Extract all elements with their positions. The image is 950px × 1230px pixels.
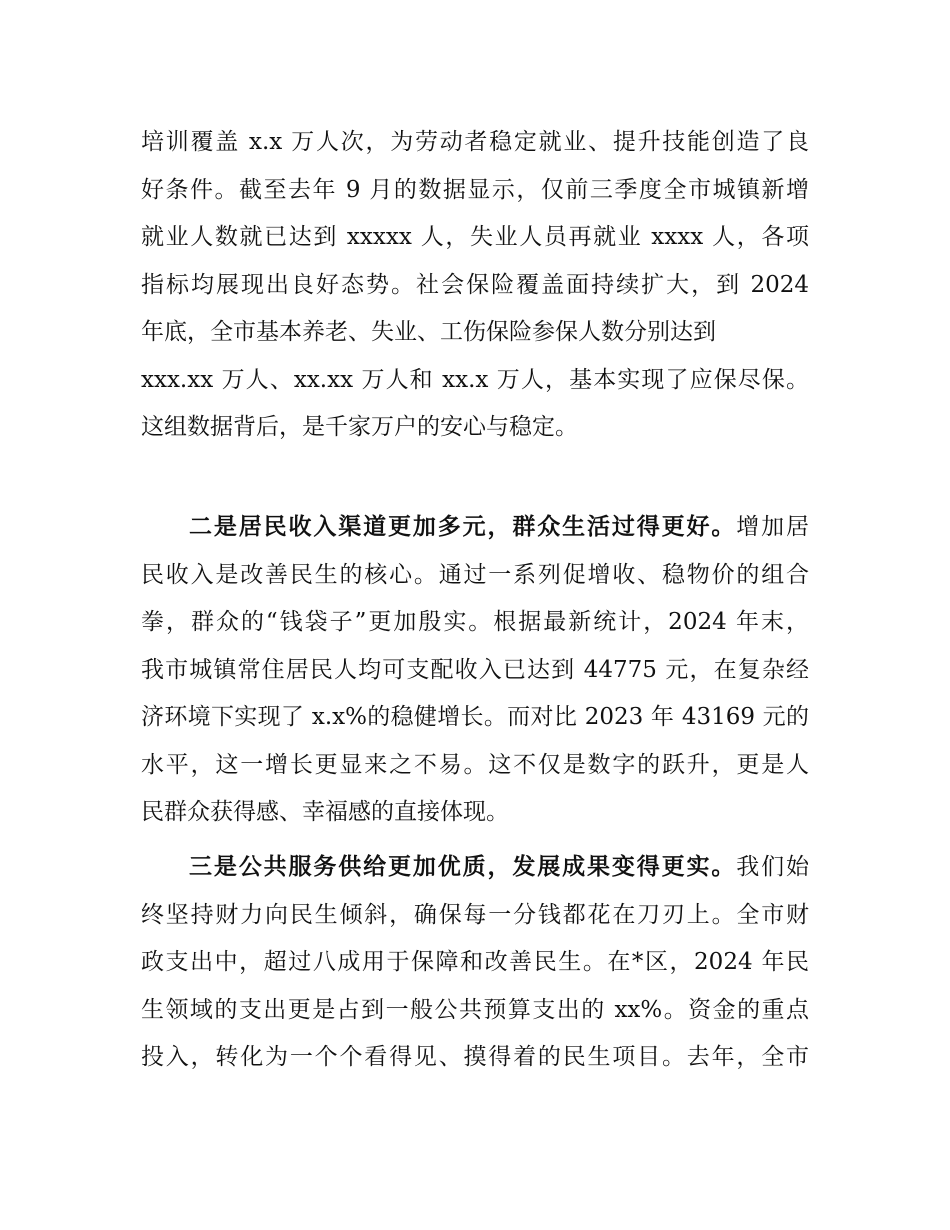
paragraph-employment (141, 119, 809, 452)
text-line: 生领域的支出更是占到一般公共预算支出的 xx%。资金的重点 (141, 996, 809, 1023)
text-line: 终坚持财力向民生倾斜，确保每一分钱都花在刀刃上。全市财 (141, 901, 809, 928)
text-line (141, 844, 809, 892)
text-line: 就业人数就已达到 xxxxx 人，失业人员再就业 xxxx 人，各项 (141, 224, 809, 250)
text-line: 济环境下实现了 x.x%的稳健增长。而对比 2023 年 43169 元的 (141, 704, 809, 730)
text-line: 拳，群众的“钱袋子”更加殷实。根据最新统计，2024 年末， (141, 609, 809, 635)
paragraph-public-services (141, 844, 809, 1082)
section-heading: 三是公共服务供给更加优质，发展成果变得更实。 (189, 854, 737, 880)
text-line: 这组数据背后，是千家万户的安心与稳定。 (141, 414, 578, 440)
text-line: xxx.xx 万人、xx.xx 万人和 xx.x 万人，基本实现了应保尽保。 (141, 366, 809, 393)
text-span: 增加居 (736, 514, 809, 540)
text-line: 年底，全市基本养老、失业、工伤保险参保人数分别达到 (141, 319, 716, 345)
text-line: 我市城镇常住居民人均可支配收入已达到 44775 元，在复杂经 (141, 656, 809, 683)
text-line: 指标均展现出良好态势。社会保险覆盖面持续扩大，到 2024 (141, 271, 809, 298)
paragraph-income (141, 504, 809, 837)
text-line: 民群众获得感、幸福感的直接体现。 (141, 799, 509, 825)
text-line: 水平，这一增长更显来之不易。这不仅是数字的跃升，更是人 (141, 751, 809, 778)
text-line (141, 504, 809, 552)
text-line: 培训覆盖 x.x 万人次，为劳动者稳定就业、提升技能创造了良 (141, 129, 809, 155)
text-line: 政支出中，超过八成用于保障和改善民生。在*区，2024 年民 (141, 949, 809, 975)
text-span: 我们始 (736, 854, 809, 880)
section-heading: 二是居民收入渠道更加多元，群众生活过得更好。 (189, 514, 737, 540)
text-line: 民收入是改善民生的核心。通过一系列促增收、稳物价的组合 (141, 561, 809, 588)
text-line: 好条件。截至去年 9 月的数据显示，仅前三季度全市城镇新增 (141, 176, 809, 203)
text-line: 投入，转化为一个个看得见、摸得着的民生项目。去年，全市 (141, 1044, 809, 1070)
